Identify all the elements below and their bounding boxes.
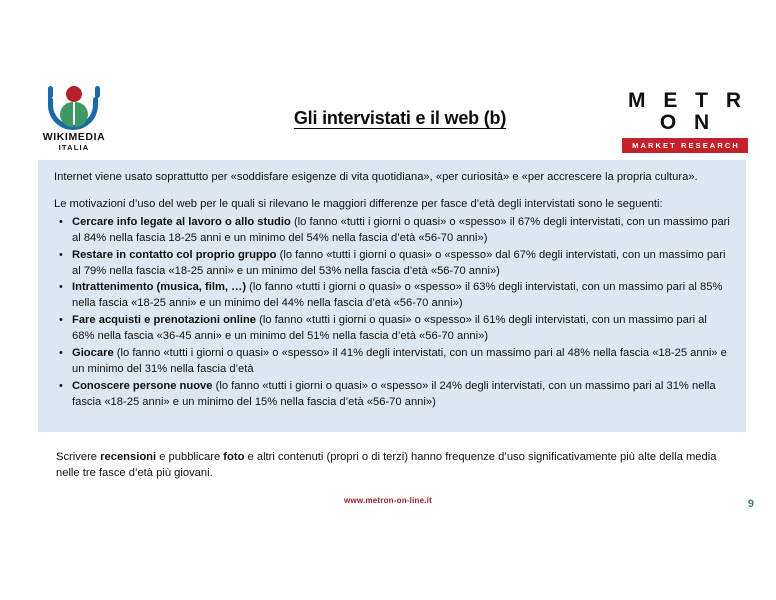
list-item-lead: Restare in contatto col proprio gruppo (72, 248, 277, 261)
list-item-rest: (lo fanno «tutti i giorni o quasi» o «spesso» il 24% degli intervistati, con un massimo pari al 31% nella fascia «18-25 anni» e un minimo del 15% nella fascia d’età «56-70 anni») (72, 379, 716, 408)
closing-text-part2: e pubblicare (156, 451, 224, 463)
wikimedia-logo-subtitle: ITALIA (58, 143, 90, 152)
bullet-icon: • (59, 379, 63, 392)
list-item-rest: (lo fanno «tutti i giorni o quasi» o «spesso» il 67% degli intervistati, con un massimo pari al 84% nella fascia 18-25 anni e un minimo del 54% nella fascia d’età «56-70 anni») (72, 215, 730, 244)
list-item-rest: (lo fanno «tutti i giorni o quasi» o «spesso» dal 67% degli intervistati, con un massimo pari al 79% nella fascia «18-25 anni» e un minimo del 53% nella fascia d’età «56-70 anni») (72, 248, 726, 277)
page-title: Gli intervistati e il web (b) (293, 108, 507, 128)
content-panel-body (38, 160, 746, 420)
bullet-icon: • (59, 215, 63, 228)
metron-logo-wordmark: M E T R O N (628, 89, 747, 135)
wikimedia-logo-icon (48, 86, 100, 130)
wikimedia-arc-left-cap (48, 86, 53, 98)
content-panel (38, 160, 746, 432)
page-number: 9 (747, 498, 754, 510)
list-item-rest: (lo fanno «tutti i giorni o quasi» o «spesso» il 63% degli intervistati, con un massimo pari al 85% nella fascia «18-25 anni» e un minimo del 44% nella fascia d’età «56-70 anni») (72, 281, 723, 310)
closing-bold-recensioni: recensioni (100, 451, 157, 463)
paragraph-spacer (54, 186, 730, 197)
list-item-lead: Intrattenimento (musica, film, …) (72, 281, 247, 294)
list-item (54, 346, 730, 378)
list-item (54, 248, 730, 280)
list-item-lead: Fare acquisti e prenotazioni online (72, 314, 257, 327)
closing-text-part1: Scrivere (56, 451, 101, 463)
wikimedia-italia-logo (28, 86, 120, 152)
bullet-icon: • (59, 281, 63, 294)
list-item-rest: (lo fanno «tutti i giorni o quasi» o «spesso» il 41% degli intervistati, con un massimo pari al 48% nella fascia «18-25 anni» e un minimo del 31% nella fascia d’età (72, 347, 727, 375)
list-item-lead: Giocare (72, 347, 114, 360)
list-item (54, 379, 730, 411)
metron-logo-tagline: MARKET RESEARCH (622, 138, 748, 153)
intro-paragraph: Internet viene usato soprattutto per «soddisfare esigenze di vita quotidiana», «per curiosità» e «per accrescere la propria cultura». (54, 171, 698, 183)
list-item (54, 280, 730, 312)
metron-logo (622, 90, 748, 153)
wikimedia-arc-right-cap (95, 86, 100, 98)
slide-header (0, 82, 776, 154)
list-item (54, 313, 730, 345)
closing-text-part3: e altri contenuti (propri o di terzi) hanno frequenze d’uso significativamente più alte della media nelle tre fasce d’età più giovani. (56, 451, 717, 480)
list-item-rest: (lo fanno «tutti i giorni o quasi» o «spesso» il 61% degli intervistati, con un massimo pari al 68% nella fascia «36-45 anni» e un minimo del 51% nella fascia d’età «56-70 anni») (72, 314, 707, 343)
list-item (54, 215, 730, 247)
list-item-lead: Cercare info legate al lavoro o allo studio (72, 215, 291, 228)
motivation-bullet-list (54, 215, 730, 411)
bullet-icon: • (59, 248, 63, 261)
list-item-lead: Conoscere persone nuove (72, 379, 213, 392)
bullet-icon: • (59, 314, 63, 327)
wikimedia-dot (66, 86, 82, 102)
bullet-icon: • (59, 347, 63, 360)
closing-bold-foto: foto (223, 451, 245, 463)
closing-paragraph (56, 449, 742, 481)
footer-website-url[interactable]: www.metron-on-line.it (344, 496, 432, 505)
lead-in-paragraph: Le motivazioni d’uso del web per le quali si rilevano le maggiori differenze per fasce d’età degli intervistati sono le seguenti: (54, 197, 663, 210)
wikimedia-logo-name: WIKIMEDIA (42, 131, 106, 143)
